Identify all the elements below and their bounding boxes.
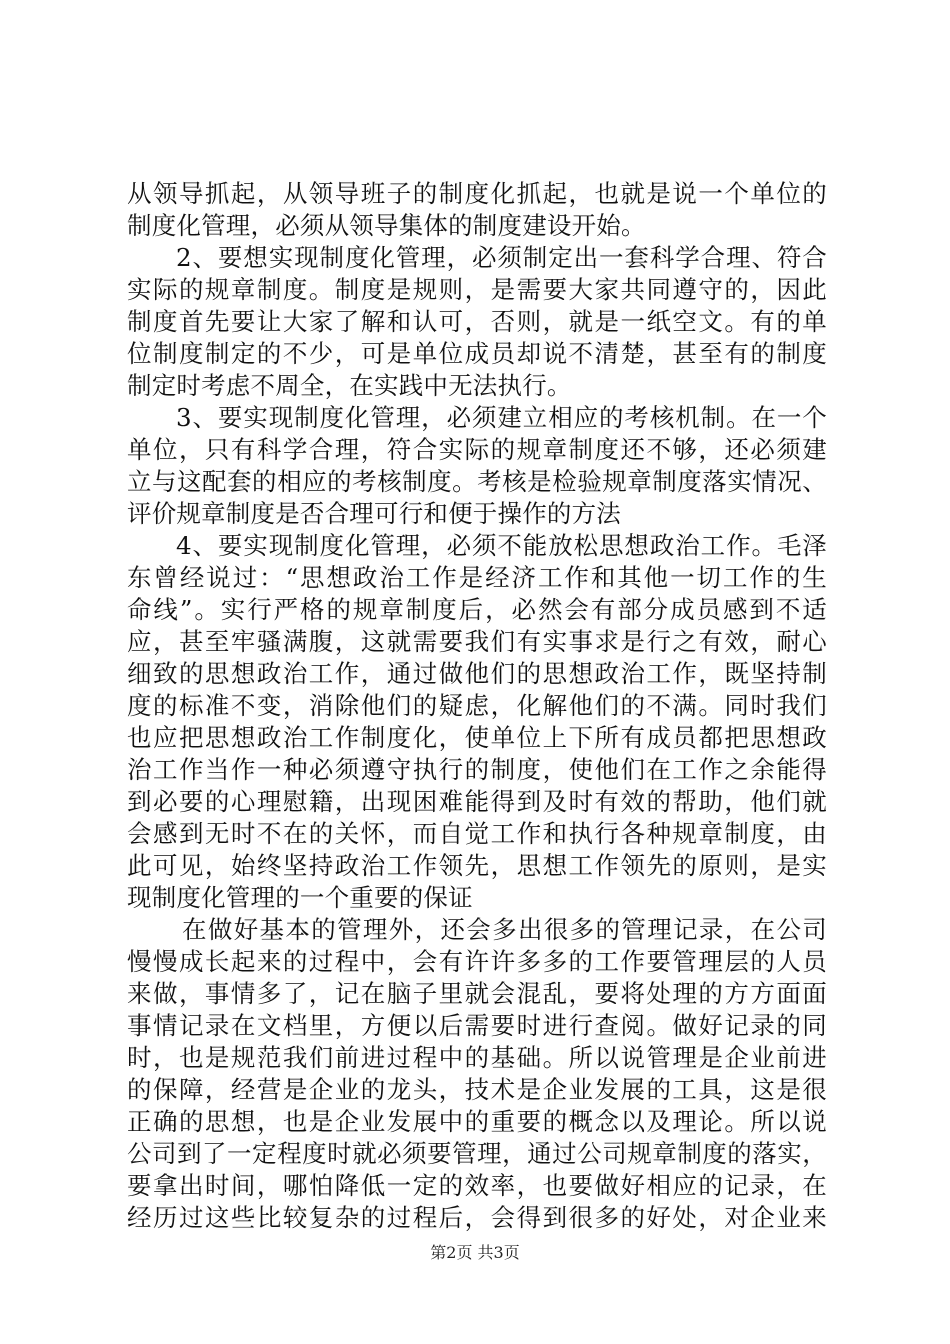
- text-line: 此可见，始终坚持政治工作领先，思想工作领先的原则，是实: [127, 851, 827, 880]
- text-line: 东曾经说过：“思想政治工作是经济工作和其他一切工作的生: [127, 563, 827, 592]
- page-footer: [0, 1243, 950, 1263]
- text-line: 治工作当作一种必须遵守执行的制度，使他们在工作之余能得: [127, 755, 827, 784]
- text-line: 制度化管理，必须从领导集体的制度建设开始。: [127, 211, 646, 240]
- text-line: 3、要实现制度化管理，必须建立相应的考核机制。在一个: [176, 403, 827, 432]
- text-line: 从领导抓起，从领导班子的制度化抓起，也就是说一个单位的: [127, 179, 827, 208]
- text-line: 制度首先要让大家了解和认可，否则，就是一纸空文。有的单: [127, 307, 827, 336]
- text-line: 时，也是规范我们前进过程中的基础。所以说管理是企业前进: [127, 1043, 827, 1072]
- text-line: 经历过这些比较复杂的过程后，会得到很多的好处，对企业来: [127, 1203, 827, 1232]
- text-line: 实际的规章制度。制度是规则，是需要大家共同遵守的，因此: [127, 275, 827, 304]
- text-line: 要拿出时间，哪怕降低一定的效率，也要做好相应的记录，在: [127, 1171, 827, 1200]
- text-line: 慢慢成长起来的过程中，会有许许多多的工作要管理层的人员: [127, 947, 827, 976]
- text-line: 到必要的心理慰籍，出现困难能得到及时有效的帮助，他们就: [127, 787, 827, 816]
- text-line: 的保障，经营是企业的龙头，技术是企业发展的工具，这是很: [127, 1075, 827, 1104]
- text-line: 制定时考虑不周全，在实践中无法执行。: [127, 371, 572, 400]
- text-line: 会感到无时不在的关怀，而自觉工作和执行各种规章制度，由: [127, 819, 827, 848]
- text-line: 评价规章制度是否合理可行和便于操作的方法: [127, 499, 621, 528]
- text-line: 立与这配套的相应的考核制度。考核是检验规章制度落实情况、: [127, 467, 827, 496]
- text-line: 在做好基本的管理外，还会多出很多的管理记录，在公司: [182, 915, 827, 944]
- text-line: 度的标准不变，消除他们的疑虑，化解他们的不满。同时我们: [127, 691, 827, 720]
- page-indicator: 第2页 共3页: [430, 1243, 520, 1262]
- text-line: 事情记录在文档里，方便以后需要时进行查阅。做好记录的同: [127, 1011, 827, 1040]
- text-line: 命线”。实行严格的规章制度后，必然会有部分成员感到不适: [127, 595, 827, 624]
- text-line: 应，甚至牢骚满腹，这就需要我们有实事求是行之有效，耐心: [127, 627, 827, 656]
- text-line: 2、要想实现制度化管理，必须制定出一套科学合理、符合: [176, 243, 827, 272]
- text-line: 位制度制定的不少，可是单位成员却说不清楚，甚至有的制度: [127, 339, 827, 368]
- text-line: 4、要实现制度化管理，必须不能放松思想政治工作。毛泽: [176, 531, 827, 560]
- text-line: 也应把思想政治工作制度化，使单位上下所有成员都把思想政: [127, 723, 827, 752]
- text-line: 公司到了一定程度时就必须要管理，通过公司规章制度的落实，: [127, 1139, 827, 1168]
- text-line: 细致的思想政治工作，通过做他们的思想政治工作，既坚持制: [127, 659, 827, 688]
- text-line: 正确的思想，也是企业发展中的重要的概念以及理论。所以说: [127, 1107, 827, 1136]
- text-line: 现制度化管理的一个重要的保证: [127, 883, 473, 912]
- text-line: 单位，只有科学合理，符合实际的规章制度还不够，还必须建: [127, 435, 827, 464]
- text-line: 来做，事情多了，记在脑子里就会混乱，要将处理的方方面面: [127, 979, 827, 1008]
